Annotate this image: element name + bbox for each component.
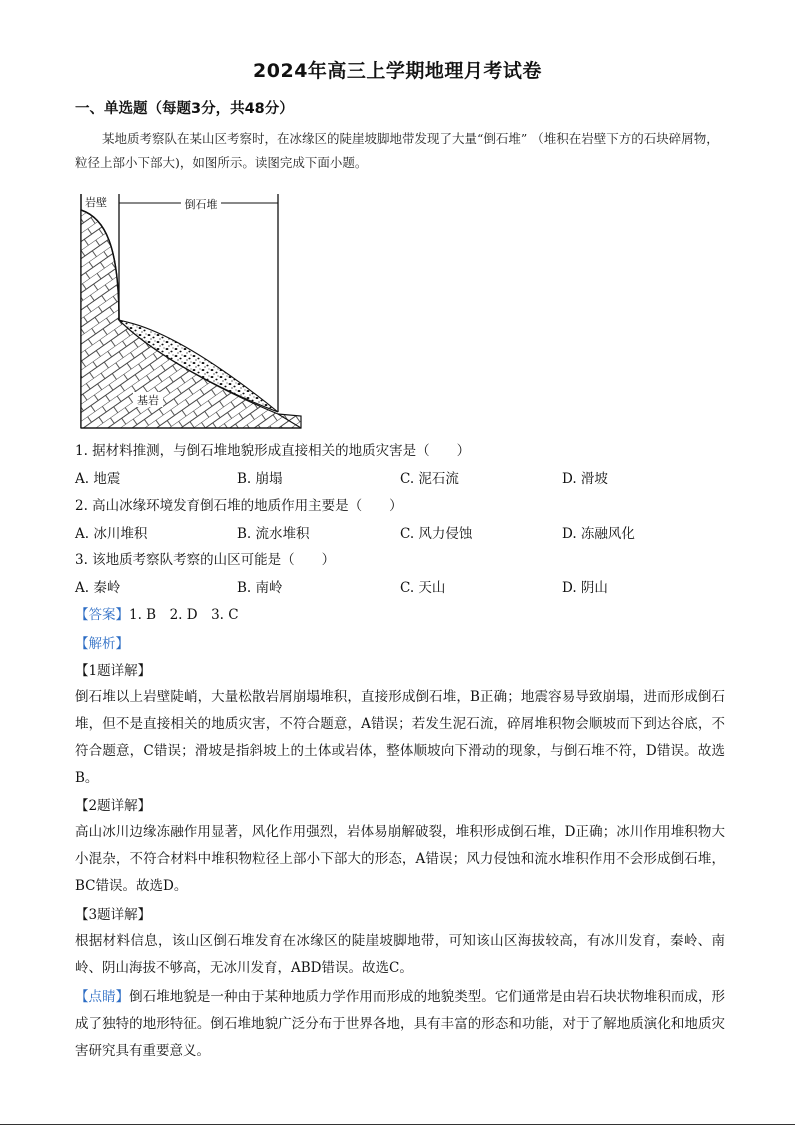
- question-3-option-a: A. 秦岭: [75, 580, 121, 596]
- label-talus: 倒石堆: [184, 198, 218, 211]
- question-2-option-d: D. 冻融风化: [562, 526, 635, 542]
- question-2-option-a: A. 冰川堆积: [75, 526, 148, 542]
- question-1-option-b: B. 崩塌: [237, 471, 283, 487]
- section-title: 一、单选题（每题3分，共48分）: [75, 101, 294, 117]
- detail-1-heading: 【1题详解】: [75, 663, 152, 679]
- question-3-stem: 3. 该地质考察队考察的山区可能是（ ）: [75, 552, 336, 568]
- detail-1-text: 倒石堆以上岩壁陡峭，大量松散岩屑崩塌堆积，直接形成倒石堆，B正确；地震容易导致崩塌，进而形成倒石堆，但不是直接相关的地质灾害，不符合题意，A错误；若发生泥石流，碎屑堆积物会顺坡而下到达谷底，不符合题意，C错误；滑坡是指斜坡上的土体或岩体，整体顺坡向下滑动的现象，与倒石堆不符，D错误。故选B。: [75, 689, 725, 786]
- question-1-option-d: D. 滑坡: [562, 471, 608, 487]
- question-1-option-c: C. 泥石流: [400, 471, 459, 487]
- question-2-stem: 2. 高山冰缘环境发育倒石堆的地质作用主要是（ ）: [75, 498, 403, 514]
- question-3-option-b: B. 南岭: [237, 580, 283, 596]
- label-cliff: 岩壁: [85, 196, 107, 209]
- tip-paragraph: [75, 984, 725, 1065]
- question-1-option-a: A. 地震: [75, 471, 121, 487]
- detail-2-text: 高山冰川边缘冻融作用显著，风化作用强烈，岩体易崩解破裂，堆积形成倒石堆，D正确；冰川作用堆积物大小混杂，不符合材料中堆积物粒径上部小下部大的形态，A错误；风力侵蚀和流水堆积作用不会形成倒石堆，BC错误。故选D。: [75, 824, 725, 894]
- detail-3-text: 根据材料信息，该山区倒石堆发育在冰缘区的陡崖坡脚地带，可知该山区海拔较高，有冰川发育，秦岭、南岭、阴山海拔不够高，无冰川发育，ABD错误。故选C。: [75, 933, 725, 976]
- question-3-option-c: C. 天山: [400, 580, 446, 596]
- analysis-label: 【解析】: [75, 636, 129, 652]
- talus-diagram: [75, 186, 307, 432]
- page-title: 2024年高三上学期地理月考试卷: [253, 60, 542, 82]
- answer-line: [75, 603, 239, 623]
- question-intro: 某地质考察队在某山区考察时，在冰缘区的陡崖坡脚地带发现了大量“倒石堆” （堆积在岩壁下方的石块碎屑物，粒径上部小下部大)，如图所示。读图完成下面小题。: [75, 131, 719, 170]
- question-3-option-d: D. 阴山: [562, 580, 608, 596]
- label-bedrock: 基岩: [137, 394, 159, 407]
- tip-text: 倒石堆地貌是一种由于某种地质力学作用而形成的地貌类型。它们通常是由岩石块状物堆积而成，形成了独特的地形特征。倒石堆地貌广泛分布于世界各地，具有丰富的形态和功能，对于了解地质演化和地质灾害研究具有重要意义。: [75, 989, 726, 1059]
- question-2-option-b: B. 流水堆积: [237, 526, 310, 542]
- detail-2-heading: 【2题详解】: [75, 798, 152, 814]
- answer-label: 【答案】: [75, 607, 129, 623]
- answer-text: 1. B 2. D 3. C: [129, 607, 239, 623]
- bedrock-area: [81, 210, 301, 428]
- detail-3-heading: 【3题详解】: [75, 907, 152, 923]
- question-1-stem: 1. 据材料推测，与倒石堆地貌形成直接相关的地质灾害是（ ）: [75, 443, 471, 459]
- tip-label: 【点睛】: [75, 989, 130, 1005]
- question-2-option-c: C. 风力侵蚀: [400, 526, 473, 542]
